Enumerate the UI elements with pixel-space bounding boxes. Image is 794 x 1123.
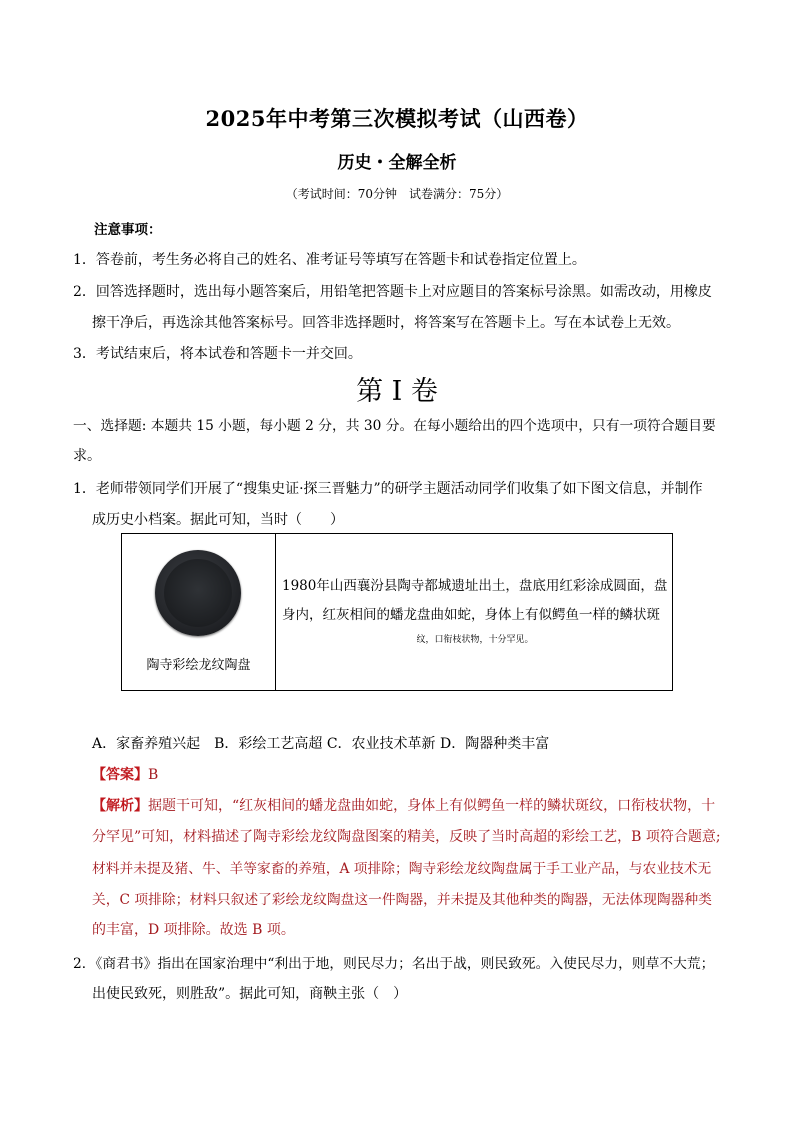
notes-heading: 注意事项： [94,222,162,238]
analysis-text-1: 据题干可知，“红灰相间的蟠龙盘曲如蛇，身体上有似鳄鱼一样的鳞状斑纹，口衔枝状物，十 [148,798,716,814]
q1-image-caption: 陶寺彩绘龙纹陶盘 [146,658,251,673]
q1-info-table [121,533,673,691]
q1-description-cell [276,534,672,690]
q1-description-line-2: 身内，红灰相间的蟠龙盘曲如蛇，身体上有似鳄鱼一样的鳞状斑 [282,607,660,623]
q1-description-line-1: 1980年山西襄汾县陶寺都城遗址出土，盘底用红彩涂成圆面，盘 [282,578,668,594]
q1-image-cell [122,534,276,690]
exam-info: （考试时间：70分钟 试卷满分：75分） [285,187,509,201]
page-subtitle: 历史・全解全析 [337,153,457,173]
q1-analysis-line-4: 关，C 项排除；材料只叙述了彩绘龙纹陶盘这一件陶器，并未提及其他种类的陶器，无法体现陶器种类 [92,892,712,908]
answer-label: 【答案】 [92,767,148,783]
q1-analysis-line-2: 分罕见”可知，材料描述了陶寺彩绘龙纹陶盘图案的精美，反映了当时高超的彩绘工艺，B 项符合题意; [92,829,721,845]
q1-analysis-line-5: 的丰富，D 项排除。故选 B 项。 [92,922,295,938]
q1-stem-line-1: 1．老师带领同学们开展了“搜集史证·探三晋魅力”的研学主题活动同学们收集了如下图文信息，并制作 [73,481,703,497]
q1-analysis-line-1 [92,795,715,815]
notes-item-2-line-2: 擦干净后，再选涂其他答案标号。回答非选择题时，将答案写在答题卡上。写在本试卷上无效。 [92,315,680,331]
q1-description-line-3: 纹，口衔枝状物，十分罕见。 [416,635,534,645]
notes-item-3: 3．考试结束后，将本试卷和答题卡一并交回。 [73,346,362,362]
answer-value: B [148,767,159,783]
section-title: 第 I 卷 [356,376,438,407]
q1-options: A．家畜养殖兴起 B．彩绘工艺高超 C．农业技术革新 D．陶器种类丰富 [92,736,550,752]
part1-instructions-line-2: 求。 [73,448,101,464]
q1-analysis-line-3: 材料并未提及猪、牛、羊等家畜的养殖，A 项排除；陶寺彩绘龙纹陶盘属于手工业产品，与农业技术无 [92,861,712,877]
q2-stem-line-1: 2．《商君书》指出在国家治理中“利出于地，则民尽力；名出于战，则民致死。入使民尽力，则草不大荒； [73,956,715,972]
q2-stem-line-2: 出使民致死，则胜敌”。据此可知，商鞅主张（ ） [92,986,408,1002]
analysis-label: 【解析】 [92,798,148,814]
notes-item-2-line-1: 2．回答选择题时，选出每小题答案后，用铅笔把答题卡上对应题目的答案标号涂黑。如需改动，用橡皮 [73,284,712,300]
page-title: 2025年中考第三次模拟考试（山西卷） [205,106,589,131]
plate-inner [164,559,232,627]
notes-item-1: 1．答卷前，考生务必将自己的姓名、准考证号等填写在答题卡和试卷指定位置上。 [73,252,586,268]
q1-answer [92,764,158,784]
painted-pottery-plate-image [155,550,241,636]
part1-instructions-line-1: 一、选择题: 本题共 15 小题，每小题 2 分，共 30 分。在每小题给出的四个选项中，只有一项符合题目要 [73,418,716,434]
q1-stem-line-2: 成历史小档案。据此可知，当时（ ） [92,512,344,528]
